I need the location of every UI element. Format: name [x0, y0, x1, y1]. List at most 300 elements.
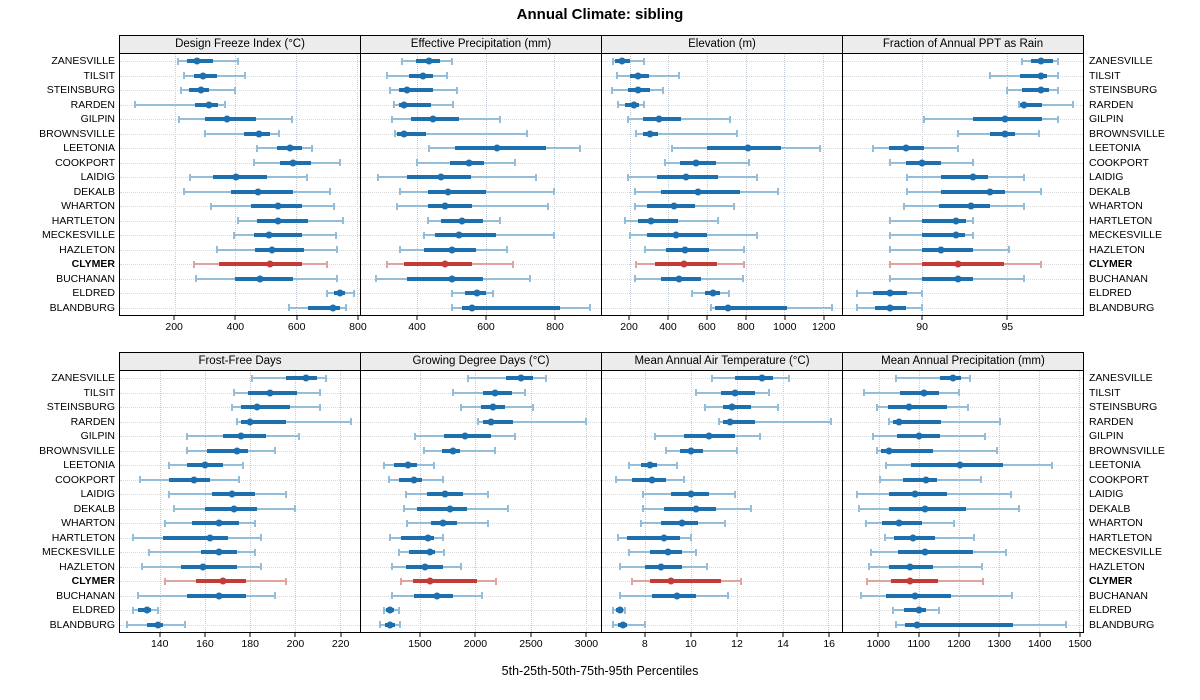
- box-25th-75th: [638, 219, 678, 223]
- whisker-cap: [278, 130, 280, 137]
- whisker-cap: [499, 116, 501, 123]
- interval-row-brownsville: [120, 444, 360, 459]
- median-dot: [206, 534, 213, 541]
- whisker-cap: [892, 607, 894, 614]
- whisker-cap: [294, 505, 296, 512]
- median-dot: [143, 607, 150, 614]
- interval-row-gilpin: [602, 112, 842, 127]
- whisker-cap: [643, 58, 645, 65]
- station-labels-right-row2: [1084, 352, 1164, 632]
- interval-row-rarden: [602, 415, 842, 430]
- whisker-cap: [879, 476, 881, 483]
- percentiles-caption: 5th-25th-50th-75th-95th Percentiles: [501, 664, 699, 678]
- interval-row-dekalb: [361, 502, 601, 517]
- box-25th-75th: [650, 579, 721, 583]
- whisker-cap: [288, 304, 290, 311]
- interval-row-blandburg: [602, 301, 842, 316]
- panel-row-2: [36, 352, 1164, 655]
- station-label-clymer: CLYMER: [1089, 575, 1133, 588]
- row-guide-line: [361, 61, 601, 62]
- median-dot: [674, 592, 681, 599]
- whisker-cap: [1051, 462, 1053, 469]
- median-dot: [949, 375, 956, 382]
- median-dot: [916, 607, 923, 614]
- axis-tick-label: 2500: [519, 638, 543, 650]
- axis-tick: [878, 633, 879, 637]
- whisker-cap: [452, 389, 454, 396]
- whisker-cap: [612, 58, 614, 65]
- median-dot: [445, 188, 452, 195]
- interval-row-laidig: [120, 170, 360, 185]
- interval-row-buchanan: [120, 589, 360, 604]
- interval-row-tilsit: [843, 386, 1083, 401]
- whisker-cap: [137, 592, 139, 599]
- interval-row-cookport: [843, 156, 1083, 171]
- whisker-cap: [777, 404, 779, 411]
- median-dot: [619, 621, 626, 628]
- whisker-cap: [452, 101, 454, 108]
- whisker-cap: [326, 261, 328, 268]
- whisker-cap: [759, 433, 761, 440]
- whisker-cap: [777, 188, 779, 195]
- whisker-cap: [642, 491, 644, 498]
- station-label-buchanan: BUCHANAN: [1089, 272, 1148, 285]
- axis-tick-label: 1400: [1027, 638, 1052, 650]
- whisker-cap: [889, 232, 891, 239]
- whisker-cap: [177, 58, 179, 65]
- station-label-eldred: ELDRED: [1089, 604, 1132, 617]
- station-label-buchanan: BUCHANAN: [56, 272, 115, 285]
- median-dot: [441, 491, 448, 498]
- interval-row-steinsburg: [120, 83, 360, 98]
- whisker-cap: [683, 476, 685, 483]
- interval-row-rarden: [361, 98, 601, 113]
- x-axis-effective-precipitation-mm: [360, 316, 602, 338]
- whisker-cap: [512, 261, 514, 268]
- median-dot: [692, 505, 699, 512]
- axis-tick-label: 1000: [866, 638, 890, 650]
- box-25th-75th: [664, 507, 717, 511]
- whisker-cap: [868, 563, 870, 570]
- median-dot: [215, 592, 222, 599]
- interval-row-hartleton: [361, 531, 601, 546]
- whisker-cap: [506, 246, 508, 253]
- interval-row-laidig: [361, 487, 601, 502]
- whisker-cap: [938, 607, 940, 614]
- axis-tick: [736, 633, 737, 637]
- station-label-tilsit: TILSIT: [1089, 386, 1121, 399]
- axis-tick: [667, 316, 668, 320]
- median-dot: [337, 290, 344, 297]
- whisker-cap: [386, 261, 388, 268]
- median-dot: [155, 621, 162, 628]
- whisker-cap: [664, 159, 666, 166]
- axis-tick: [357, 316, 358, 320]
- box-25th-75th: [235, 277, 293, 281]
- station-label-dekalb: DEKALB: [73, 185, 115, 198]
- axis-tick-label: 1200: [947, 638, 971, 650]
- interval-row-steinsburg: [602, 83, 842, 98]
- whisker-cap: [921, 290, 923, 297]
- whisker-cap: [403, 505, 405, 512]
- box-25th-75th: [922, 262, 1003, 266]
- interval-row-hartleton: [120, 531, 360, 546]
- whisker-cap: [734, 491, 736, 498]
- median-dot: [255, 130, 262, 137]
- interval-row-eldred: [120, 286, 360, 301]
- whisker-cap: [690, 534, 692, 541]
- median-dot: [490, 404, 497, 411]
- axis-tick-label: 12: [731, 638, 743, 650]
- box-25th-75th: [922, 277, 973, 281]
- median-dot: [954, 275, 961, 282]
- panel-elevation-m: [601, 35, 843, 338]
- interval-row-hartleton: [602, 214, 842, 229]
- interval-row-blandburg: [843, 301, 1083, 316]
- axis-tick-label: 200: [286, 638, 305, 650]
- whisker-cap: [389, 87, 391, 94]
- interval-row-hartleton: [120, 214, 360, 229]
- whisker-cap: [957, 130, 959, 137]
- median-dot: [671, 203, 678, 210]
- box-25th-75th: [205, 117, 256, 121]
- whisker-cap: [401, 58, 403, 65]
- interval-row-steinsburg: [120, 400, 360, 415]
- median-dot: [635, 87, 642, 94]
- whisker-cap: [391, 563, 393, 570]
- median-dot: [916, 433, 923, 440]
- panel-row-1: [36, 35, 1164, 338]
- interval-row-blandburg: [361, 618, 601, 633]
- interval-row-wharton: [843, 199, 1083, 214]
- panel-mean-annual-precipitation-mm: [842, 352, 1092, 655]
- box-25th-75th: [257, 219, 309, 223]
- whisker-cap: [237, 217, 239, 224]
- whisker-cap: [467, 375, 469, 382]
- box-25th-75th: [255, 248, 304, 252]
- station-label-wharton: WHARTON: [61, 517, 115, 530]
- median-dot: [970, 174, 977, 181]
- whisker-cap: [743, 246, 745, 253]
- interval-rows: [361, 371, 601, 632]
- whisker-cap: [204, 130, 206, 137]
- panel-strip-elevation-m: Elevation (m): [601, 35, 843, 54]
- interval-row-tilsit: [602, 69, 842, 84]
- panel-fraction-of-annual-ppt-as-rain: [842, 35, 1084, 338]
- interval-row-laidig: [843, 487, 1083, 502]
- whisker-cap: [451, 58, 453, 65]
- station-label-steinsburg: STEINSBURG: [1089, 84, 1158, 97]
- interval-row-steinsburg: [361, 83, 601, 98]
- whisker-cap: [1038, 130, 1040, 137]
- station-label-hartleton: HARTLETON: [51, 214, 115, 227]
- whisker-cap: [132, 607, 134, 614]
- interval-row-rarden: [843, 98, 1083, 113]
- interval-row-leetonia: [120, 458, 360, 473]
- whisker-cap: [756, 174, 758, 181]
- whisker-cap: [398, 607, 400, 614]
- interval-row-zanesville: [361, 371, 601, 386]
- whisker-cap: [972, 159, 974, 166]
- whisker-cap: [678, 72, 680, 79]
- axis-tick: [250, 633, 251, 637]
- median-dot: [450, 447, 457, 454]
- interval-row-laidig: [602, 170, 842, 185]
- axis-tick: [690, 633, 691, 637]
- median-dot: [968, 203, 975, 210]
- whisker-cap: [335, 232, 337, 239]
- whisker-cap: [234, 87, 236, 94]
- station-label-gilpin: GILPIN: [80, 113, 115, 126]
- whisker-cap: [895, 375, 897, 382]
- whisker-cap: [1023, 203, 1025, 210]
- median-dot: [329, 304, 336, 311]
- interval-row-hazleton: [120, 560, 360, 575]
- station-label-brownsville: BROWNSVILLE: [1089, 127, 1165, 140]
- median-dot: [953, 232, 960, 239]
- box-25th-75th: [241, 405, 290, 409]
- station-label-tilsit: TILSIT: [1089, 69, 1121, 82]
- interval-row-hazleton: [361, 560, 601, 575]
- median-dot: [474, 290, 481, 297]
- box-25th-75th: [1022, 88, 1049, 92]
- whisker-cap: [967, 404, 969, 411]
- whisker-cap: [579, 145, 581, 152]
- interval-row-brownsville: [843, 127, 1083, 142]
- axis-tick: [159, 633, 160, 637]
- median-dot: [289, 159, 296, 166]
- axis-tick-label: 95: [1001, 321, 1014, 333]
- whisker-cap: [1057, 87, 1059, 94]
- whisker-cap: [750, 505, 752, 512]
- whisker-cap: [210, 203, 212, 210]
- station-label-hazleton: HAZLETON: [1089, 560, 1145, 573]
- whisker-cap: [141, 563, 143, 570]
- interval-row-hazleton: [602, 243, 842, 258]
- whisker-cap: [336, 246, 338, 253]
- median-dot: [427, 549, 434, 556]
- whisker-cap: [733, 203, 735, 210]
- whisker-cap: [1065, 621, 1067, 628]
- axis-tick-label: 1100: [907, 638, 930, 650]
- whisker-cap: [711, 375, 713, 382]
- whisker-cap: [617, 101, 619, 108]
- median-dot: [895, 418, 902, 425]
- interval-row-cookport: [120, 473, 360, 488]
- whisker-cap: [388, 476, 390, 483]
- whisker-cap: [635, 130, 637, 137]
- axis-tick-label: 600: [287, 321, 306, 333]
- plot-area-mean-annual-precipitation-mm: [842, 371, 1084, 633]
- interval-row-eldred: [602, 603, 842, 618]
- whisker-cap: [695, 389, 697, 396]
- axis-tick-label: 16: [823, 638, 835, 650]
- whisker-cap: [183, 188, 185, 195]
- station-label-rarden: RARDEN: [70, 415, 115, 428]
- median-dot: [914, 621, 921, 628]
- median-dot: [665, 549, 672, 556]
- whisker-cap: [729, 116, 731, 123]
- whisker-cap: [788, 375, 790, 382]
- whisker-cap: [251, 375, 253, 382]
- station-label-laidig: LAIDIG: [80, 171, 115, 184]
- station-label-dekalb: DEKALB: [1089, 185, 1131, 198]
- median-dot: [433, 592, 440, 599]
- box-25th-75th: [903, 478, 937, 482]
- whisker-cap: [728, 290, 730, 297]
- median-dot: [709, 290, 716, 297]
- whisker-cap: [398, 549, 400, 556]
- whisker-cap: [972, 217, 974, 224]
- box-25th-75th: [163, 536, 228, 540]
- box-25th-75th: [413, 579, 476, 583]
- interval-row-buchanan: [843, 272, 1083, 287]
- whisker-cap: [676, 462, 678, 469]
- x-axis-growing-degree-days-c: [360, 633, 602, 655]
- whisker-cap: [1021, 58, 1023, 65]
- interval-row-clymer: [361, 574, 601, 589]
- panel-frost-free-days: [119, 352, 361, 655]
- median-dot: [462, 433, 469, 440]
- interval-row-gilpin: [120, 112, 360, 127]
- median-dot: [667, 578, 674, 585]
- median-dot: [193, 58, 200, 65]
- whisker-cap: [1040, 188, 1042, 195]
- box-25th-75th: [922, 248, 973, 252]
- median-dot: [647, 462, 654, 469]
- whisker-cap: [406, 520, 408, 527]
- whisker-cap: [982, 578, 984, 585]
- axis-tick-label: 1000: [773, 321, 797, 333]
- whisker-cap: [1011, 592, 1013, 599]
- interval-row-buchanan: [361, 589, 601, 604]
- median-dot: [274, 203, 281, 210]
- whisker-cap: [377, 174, 379, 181]
- row-guide-line: [843, 610, 1083, 611]
- whisker-cap: [383, 607, 385, 614]
- median-dot: [223, 116, 230, 123]
- x-axis-frost-free-days: [119, 633, 361, 655]
- interval-row-leetonia: [843, 141, 1083, 156]
- whisker-cap: [612, 621, 614, 628]
- whisker-cap: [375, 275, 377, 282]
- axis-tick-label: 400: [659, 321, 677, 333]
- axis-tick-label: 800: [737, 321, 755, 333]
- station-labels-right-row1: [1084, 35, 1164, 315]
- box-25th-75th: [404, 262, 472, 266]
- median-dot: [492, 389, 499, 396]
- panel-strip-fraction-of-annual-ppt-as-rain: Fraction of Annual PPT as Rain: [842, 35, 1084, 54]
- whisker-cap: [866, 578, 868, 585]
- station-label-rarden: RARDEN: [1089, 415, 1134, 428]
- whisker-cap: [416, 159, 418, 166]
- median-dot: [649, 476, 656, 483]
- whisker-cap: [134, 101, 136, 108]
- median-dot: [1020, 101, 1027, 108]
- whisker-cap: [612, 607, 614, 614]
- whisker-cap: [400, 578, 402, 585]
- station-label-zanesville: ZANESVILLE: [1089, 55, 1153, 68]
- median-dot: [911, 592, 918, 599]
- interval-row-hartleton: [361, 214, 601, 229]
- box-25th-75th: [435, 233, 497, 237]
- box-25th-75th: [286, 376, 317, 380]
- whisker-cap: [319, 404, 321, 411]
- median-dot: [191, 476, 198, 483]
- interval-row-eldred: [361, 286, 601, 301]
- station-label-blandburg: BLANDBURG: [49, 301, 115, 314]
- interval-row-cookport: [602, 156, 842, 171]
- interval-row-hartleton: [843, 531, 1083, 546]
- interval-row-zanesville: [602, 371, 842, 386]
- axis-tick: [486, 316, 487, 320]
- axis-tick-label: 90: [916, 321, 928, 333]
- median-dot: [220, 578, 227, 585]
- median-dot: [953, 217, 960, 224]
- interval-row-dekalb: [602, 502, 842, 517]
- interval-row-leetonia: [843, 458, 1083, 473]
- x-axis-mean-annual-precipitation-mm: [842, 633, 1092, 655]
- median-dot: [206, 101, 213, 108]
- interval-row-dekalb: [602, 185, 842, 200]
- whisker-cap: [173, 505, 175, 512]
- median-dot: [1037, 72, 1044, 79]
- whisker-cap: [695, 549, 697, 556]
- whisker-cap: [405, 491, 407, 498]
- interval-row-zanesville: [843, 54, 1083, 69]
- interval-rows: [120, 371, 360, 632]
- axis-tick: [530, 633, 531, 637]
- interval-row-laidig: [120, 487, 360, 502]
- row-guide-line: [120, 90, 360, 91]
- whisker-cap: [865, 520, 867, 527]
- median-dot: [448, 246, 455, 253]
- whisker-cap: [980, 476, 982, 483]
- median-dot: [233, 447, 240, 454]
- whisker-cap: [126, 621, 128, 628]
- median-dot: [231, 505, 238, 512]
- whisker-cap: [391, 116, 393, 123]
- median-dot: [287, 145, 294, 152]
- whisker-cap: [186, 447, 188, 454]
- panel-strip-growing-degree-days-c: Growing Degree Days (°C): [360, 352, 602, 371]
- station-label-hazleton: HAZLETON: [59, 560, 115, 573]
- median-dot: [387, 621, 394, 628]
- whisker-cap: [662, 87, 664, 94]
- whisker-cap: [350, 418, 352, 425]
- median-dot: [256, 275, 263, 282]
- whisker-cap: [768, 389, 770, 396]
- whisker-cap: [953, 520, 955, 527]
- interval-row-meckesville: [361, 545, 601, 560]
- box-25th-75th: [231, 190, 293, 194]
- whisker-cap: [624, 607, 626, 614]
- whisker-cap: [157, 607, 159, 614]
- axis-tick: [340, 633, 341, 637]
- interval-row-blandburg: [361, 301, 601, 316]
- median-dot: [895, 520, 902, 527]
- whisker-cap: [973, 534, 975, 541]
- box-25th-75th: [905, 623, 1013, 627]
- station-label-brownsville: BROWNSVILLE: [1089, 444, 1165, 457]
- whisker-cap: [244, 72, 246, 79]
- median-dot: [688, 447, 695, 454]
- whisker-cap: [627, 174, 629, 181]
- whisker-cap: [1072, 101, 1074, 108]
- station-label-dekalb: DEKALB: [1089, 502, 1131, 515]
- station-label-wharton: WHARTON: [1089, 200, 1143, 213]
- median-dot: [648, 217, 655, 224]
